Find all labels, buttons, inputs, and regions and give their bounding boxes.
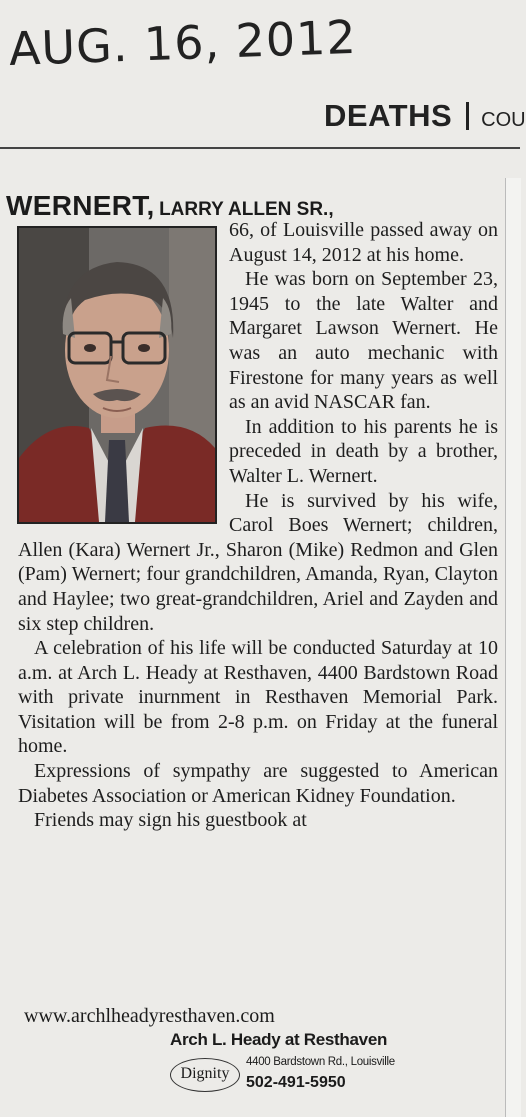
- section-title: DEATHS: [324, 98, 453, 133]
- surname: WERNERT,: [6, 190, 155, 221]
- guestbook-url: www.archlheadyresthaven.com: [24, 1005, 275, 1027]
- obituary-paragraph: In addition to his parents he is preceded in death by a brother, Walter L. Wernert.: [229, 415, 498, 487]
- obituary-body: [18, 218, 498, 833]
- funeral-home-name: Arch L. Heady at Resthaven: [170, 1030, 388, 1049]
- section-header: [324, 98, 526, 134]
- next-section-fragment: COU: [481, 109, 526, 131]
- given-name: LARRY ALLEN SR.,: [159, 199, 334, 220]
- obituary-paragraph: He is survived by his wife, Carol Boes Wernert; children, Allen (Kara) Wernert Jr., Sharon (Mike) Redmon and Glen (Pam) Wernert; four grandchildren, Amanda, Ryan, Clayton and Haylee; two great-grandchildren, Ariel and Zayden and six step children.: [18, 489, 498, 635]
- handwritten-date: AUG. 16, 2012: [8, 9, 358, 76]
- obituary-paragraph: A celebration of his life will be conducted Saturday at 10 a.m. at Arch L. Heady at Resthaven, 4400 Bardstown Road with private inurnment in Resthaven Memorial Park. Visitation will be from 2-8 p.m. on Friday at the funeral home.: [18, 637, 498, 758]
- obituary-paragraph: Expressions of sympathy are suggested to American Diabetes Association or American Kidney Foundation.: [18, 760, 498, 807]
- funeral-home-phone: 502-491-5950: [246, 1074, 346, 1091]
- funeral-home-address: 4400 Bardstown Rd., Louisville: [246, 1056, 395, 1068]
- obituary-paragraph: He was born on September 23, 1945 to the late Walter and Margaret Lawson Wernert. He was an auto mechanic with Firestone for many years as well as an avid NASCAR fan.: [229, 268, 498, 414]
- header-rule: [0, 147, 520, 149]
- obituary-paragraph: Friends may sign his guestbook at: [34, 809, 307, 832]
- funeral-home-ad: [170, 1030, 410, 1100]
- clipping-edge: [505, 178, 521, 1117]
- section-divider: [466, 102, 469, 130]
- dignity-logo: Dignity: [170, 1058, 240, 1092]
- obituary-paragraph: 66, of Louisville passed away on August 14, 2012 at his home.: [229, 219, 498, 266]
